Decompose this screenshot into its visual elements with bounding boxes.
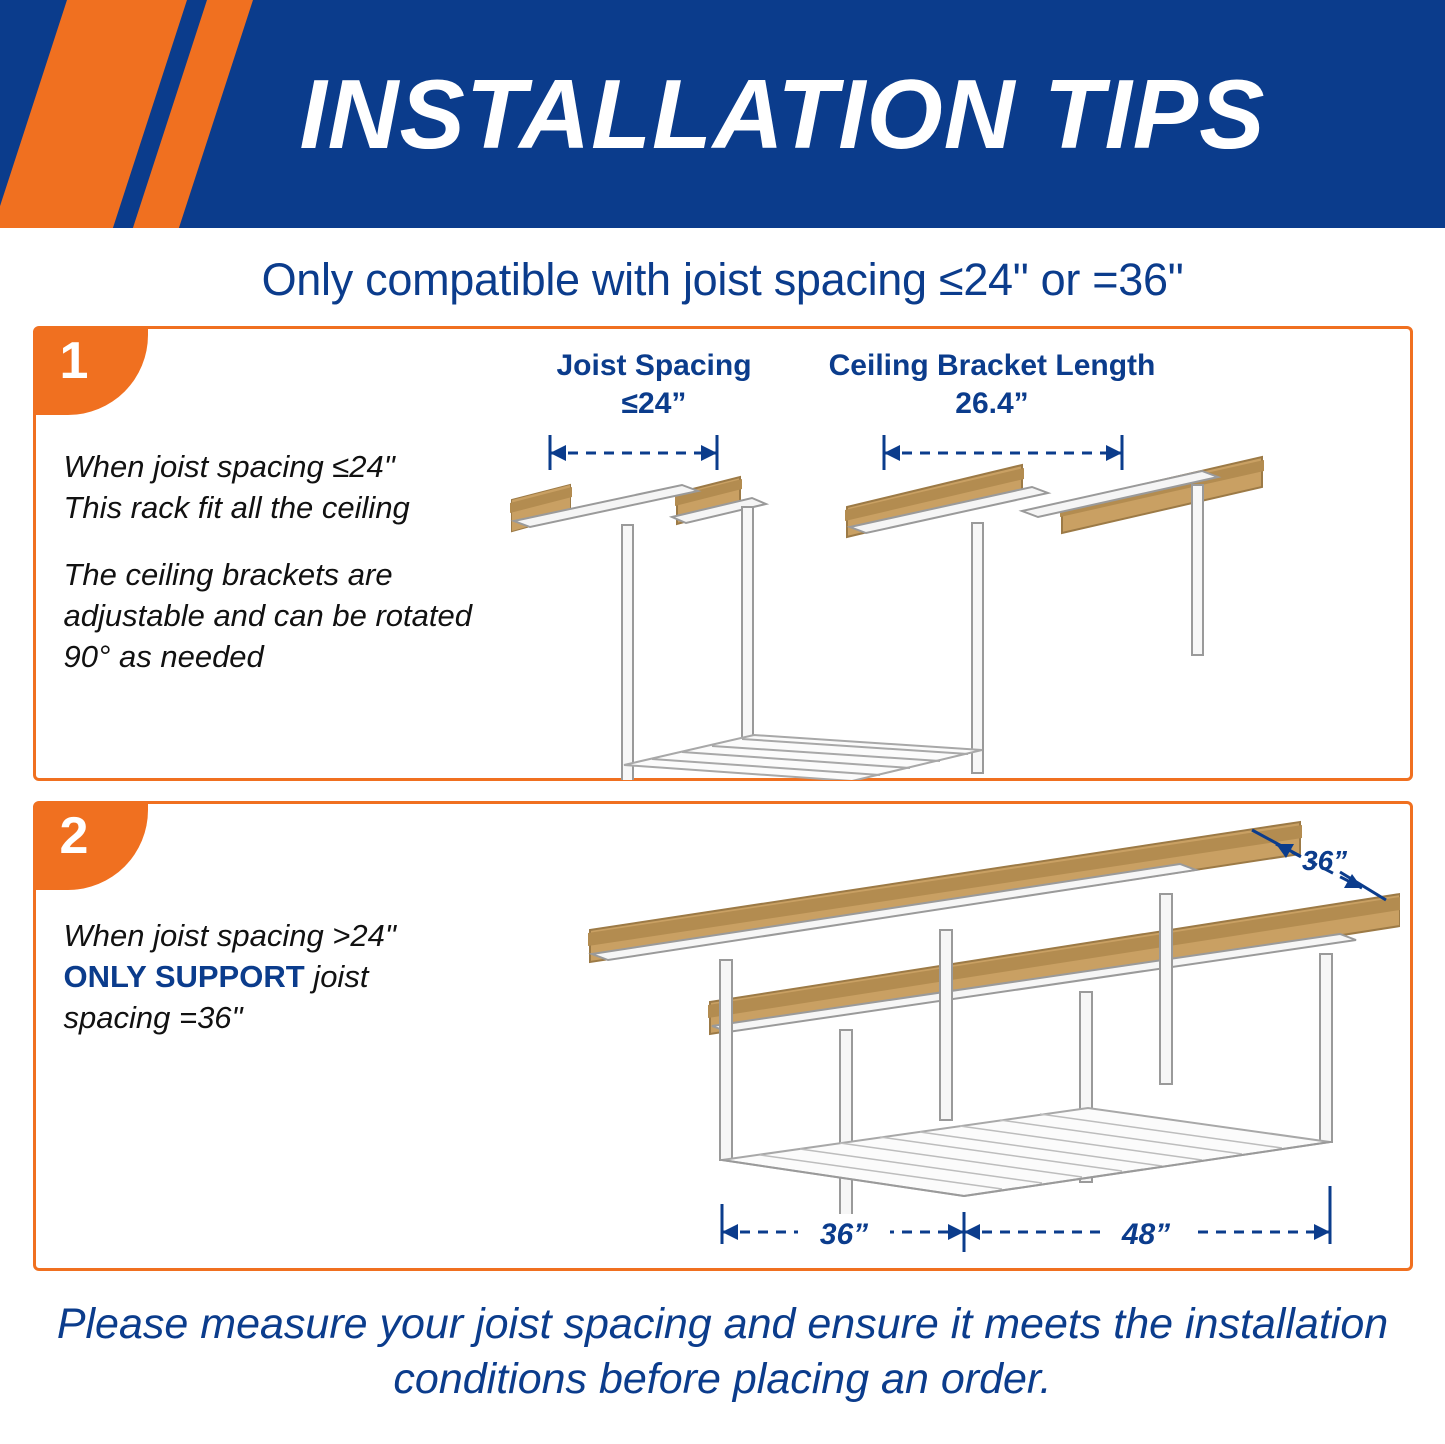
step-number-badge-1: 1 [36, 329, 148, 415]
tip-text-1 [64, 447, 494, 678]
label-bracket-value: 26.4” [954, 387, 1029, 420]
header-banner [0, 0, 1445, 228]
label-width-48: 48” [1121, 1218, 1170, 1251]
tip1-paragraph2: The ceiling brackets are adjustable and can be rotated 90° as needed [63, 556, 472, 674]
compatibility-subtitle: Only compatible with joist spacing ≤24" or =36" [261, 254, 1184, 305]
label-joist-spacing-title: Joist Spacing [555, 349, 752, 382]
tip1-line1: When joist spacing ≤24" [63, 449, 395, 484]
step-number-badge-2: 2 [36, 804, 148, 890]
label-joist-36: 36” [1301, 845, 1347, 876]
tip-text-2 [64, 916, 494, 1039]
tip-panel-2 [33, 801, 1413, 1271]
footer-note: Please measure your joist spacing and ensure it meets the installation conditions before placing an order. [56, 1300, 1389, 1404]
figure-joist-spacing-36 [540, 812, 1400, 1267]
label-bracket-title: Ceiling Bracket Length [828, 349, 1155, 382]
tip2-line2-rest: joist [304, 958, 369, 994]
tip1-line2: This rack fit all the ceiling [63, 489, 410, 525]
tip2-line1: When joist spacing >24" [63, 918, 396, 953]
tip2-emphasis: ONLY SUPPORT [63, 958, 305, 994]
figure-joist-spacing-24 [502, 335, 1402, 785]
label-depth-36: 36” [819, 1218, 868, 1251]
page-title: INSTALLATION TIPS [299, 58, 1266, 169]
tip2-line3: spacing =36" [63, 999, 243, 1035]
tip-panel-1 [33, 326, 1413, 781]
label-joist-spacing-value: ≤24” [621, 387, 686, 420]
